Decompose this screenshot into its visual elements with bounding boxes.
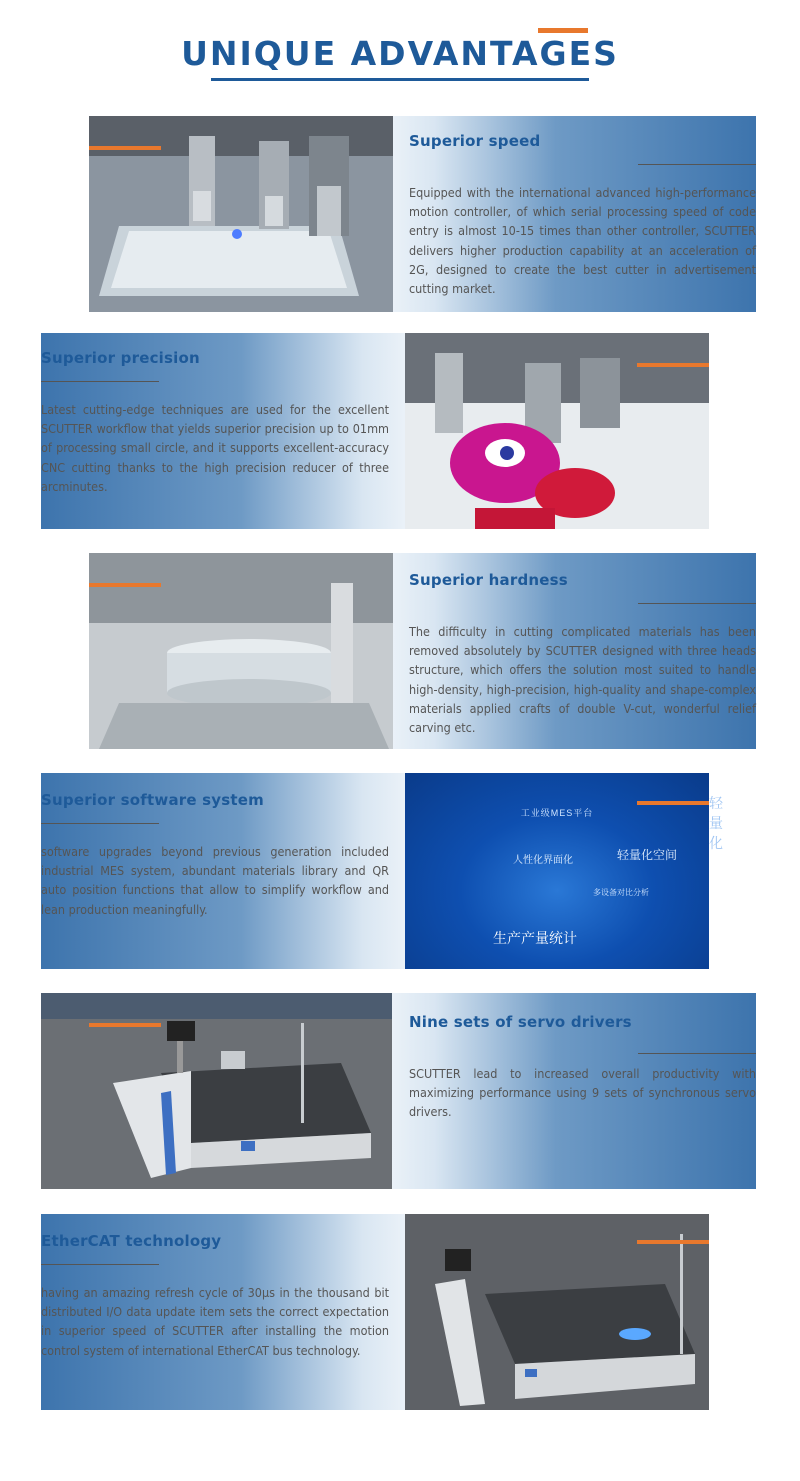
acrylic-block-photo xyxy=(89,553,393,749)
section-superior-software xyxy=(41,773,756,969)
section-body: SCUTTER lead to increased overall productivity with maximizing performance using 9 sets of synchronous servo drivers. xyxy=(409,1066,756,1120)
section-servo-drivers xyxy=(41,993,756,1189)
screen-item: 多设备对比分析 xyxy=(593,888,649,897)
photo-accent-tab xyxy=(89,1023,161,1027)
screen-item: 人性化界面化 xyxy=(513,855,573,866)
precision-cutting-photo xyxy=(405,333,709,529)
section-title: Superior hardness xyxy=(409,571,568,589)
section-ethercat xyxy=(41,1214,756,1410)
title-rule xyxy=(41,823,159,824)
section-text xyxy=(409,1013,756,1122)
page-title: UNIQUE ADVANTAGES xyxy=(181,34,619,73)
section-text xyxy=(409,132,756,298)
cutter-machine-photo xyxy=(41,993,392,1189)
screen-item: 生产产量统计 xyxy=(493,930,577,946)
title-rule xyxy=(41,381,159,382)
section-body: The difficulty in cutting complicated materials has been removed absolutely by SCUTTER designed with three heads structure, which offers the solution most suited to handle high-density, high-precision, high-quality and shape-complex materials applied crafts of double V-cut, wonderful relief carving etc. xyxy=(409,624,756,736)
section-text xyxy=(41,349,389,496)
section-superior-speed xyxy=(41,116,756,312)
title-underline xyxy=(211,78,589,81)
photo-accent-tab xyxy=(89,583,161,587)
screen-top-label: 工业级MES平台 xyxy=(520,808,594,818)
section-text xyxy=(409,571,756,737)
screen-item: 轻量化 xyxy=(709,795,723,851)
photo-accent-tab xyxy=(637,801,709,805)
section-text xyxy=(41,791,389,919)
cutter-heads-photo xyxy=(89,116,393,312)
header-accent-bar xyxy=(538,28,588,33)
ethercat-machine-photo xyxy=(405,1214,709,1410)
section-superior-precision xyxy=(41,333,756,529)
section-body: Latest cutting-edge techniques are used for the excellent SCUTTER workflow that yields superior precision up to 01mm of processing small circle, and it supports excellent-accuracy CNC cutting thanks to the high precision reducer of three arcminutes. xyxy=(41,402,389,494)
mes-software-screen xyxy=(405,773,723,969)
section-superior-hardness xyxy=(41,553,756,749)
section-text xyxy=(41,1232,389,1360)
section-title: Superior software system xyxy=(41,791,264,809)
title-rule xyxy=(638,1053,756,1054)
section-title: Superior precision xyxy=(41,349,200,367)
section-title: EtherCAT technology xyxy=(41,1232,222,1250)
section-body: software upgrades beyond previous generation included industrial MES system, abundant materials library and QR auto position functions that allow to simplify workflow and lean production meaningfully. xyxy=(41,844,389,917)
photo-accent-tab xyxy=(89,146,161,150)
title-rule xyxy=(638,164,756,165)
title-rule xyxy=(638,603,756,604)
photo-accent-tab xyxy=(637,1240,709,1244)
section-title: Nine sets of servo drivers xyxy=(409,1013,632,1031)
page-header xyxy=(0,0,800,110)
title-rule xyxy=(41,1264,159,1265)
section-title: Superior speed xyxy=(409,132,541,150)
screen-item: 轻量化空间 xyxy=(617,848,678,862)
section-body: having an amazing refresh cycle of 30μs in the thousand bit distributed I/O data update item sets the correct expectation in superior speed of SCUTTER after installing the motion control system of international EtherCAT bus technology. xyxy=(41,1285,389,1358)
photo-accent-tab xyxy=(637,363,709,367)
section-body: Equipped with the international advanced high-performance motion controller, of which serial processing speed of code entry is almost 10-15 times than other controller, SCUTTER delivers higher production capability at an acceleration of 2G, designed to create the best cutter in advertisement cutting market. xyxy=(409,185,756,297)
